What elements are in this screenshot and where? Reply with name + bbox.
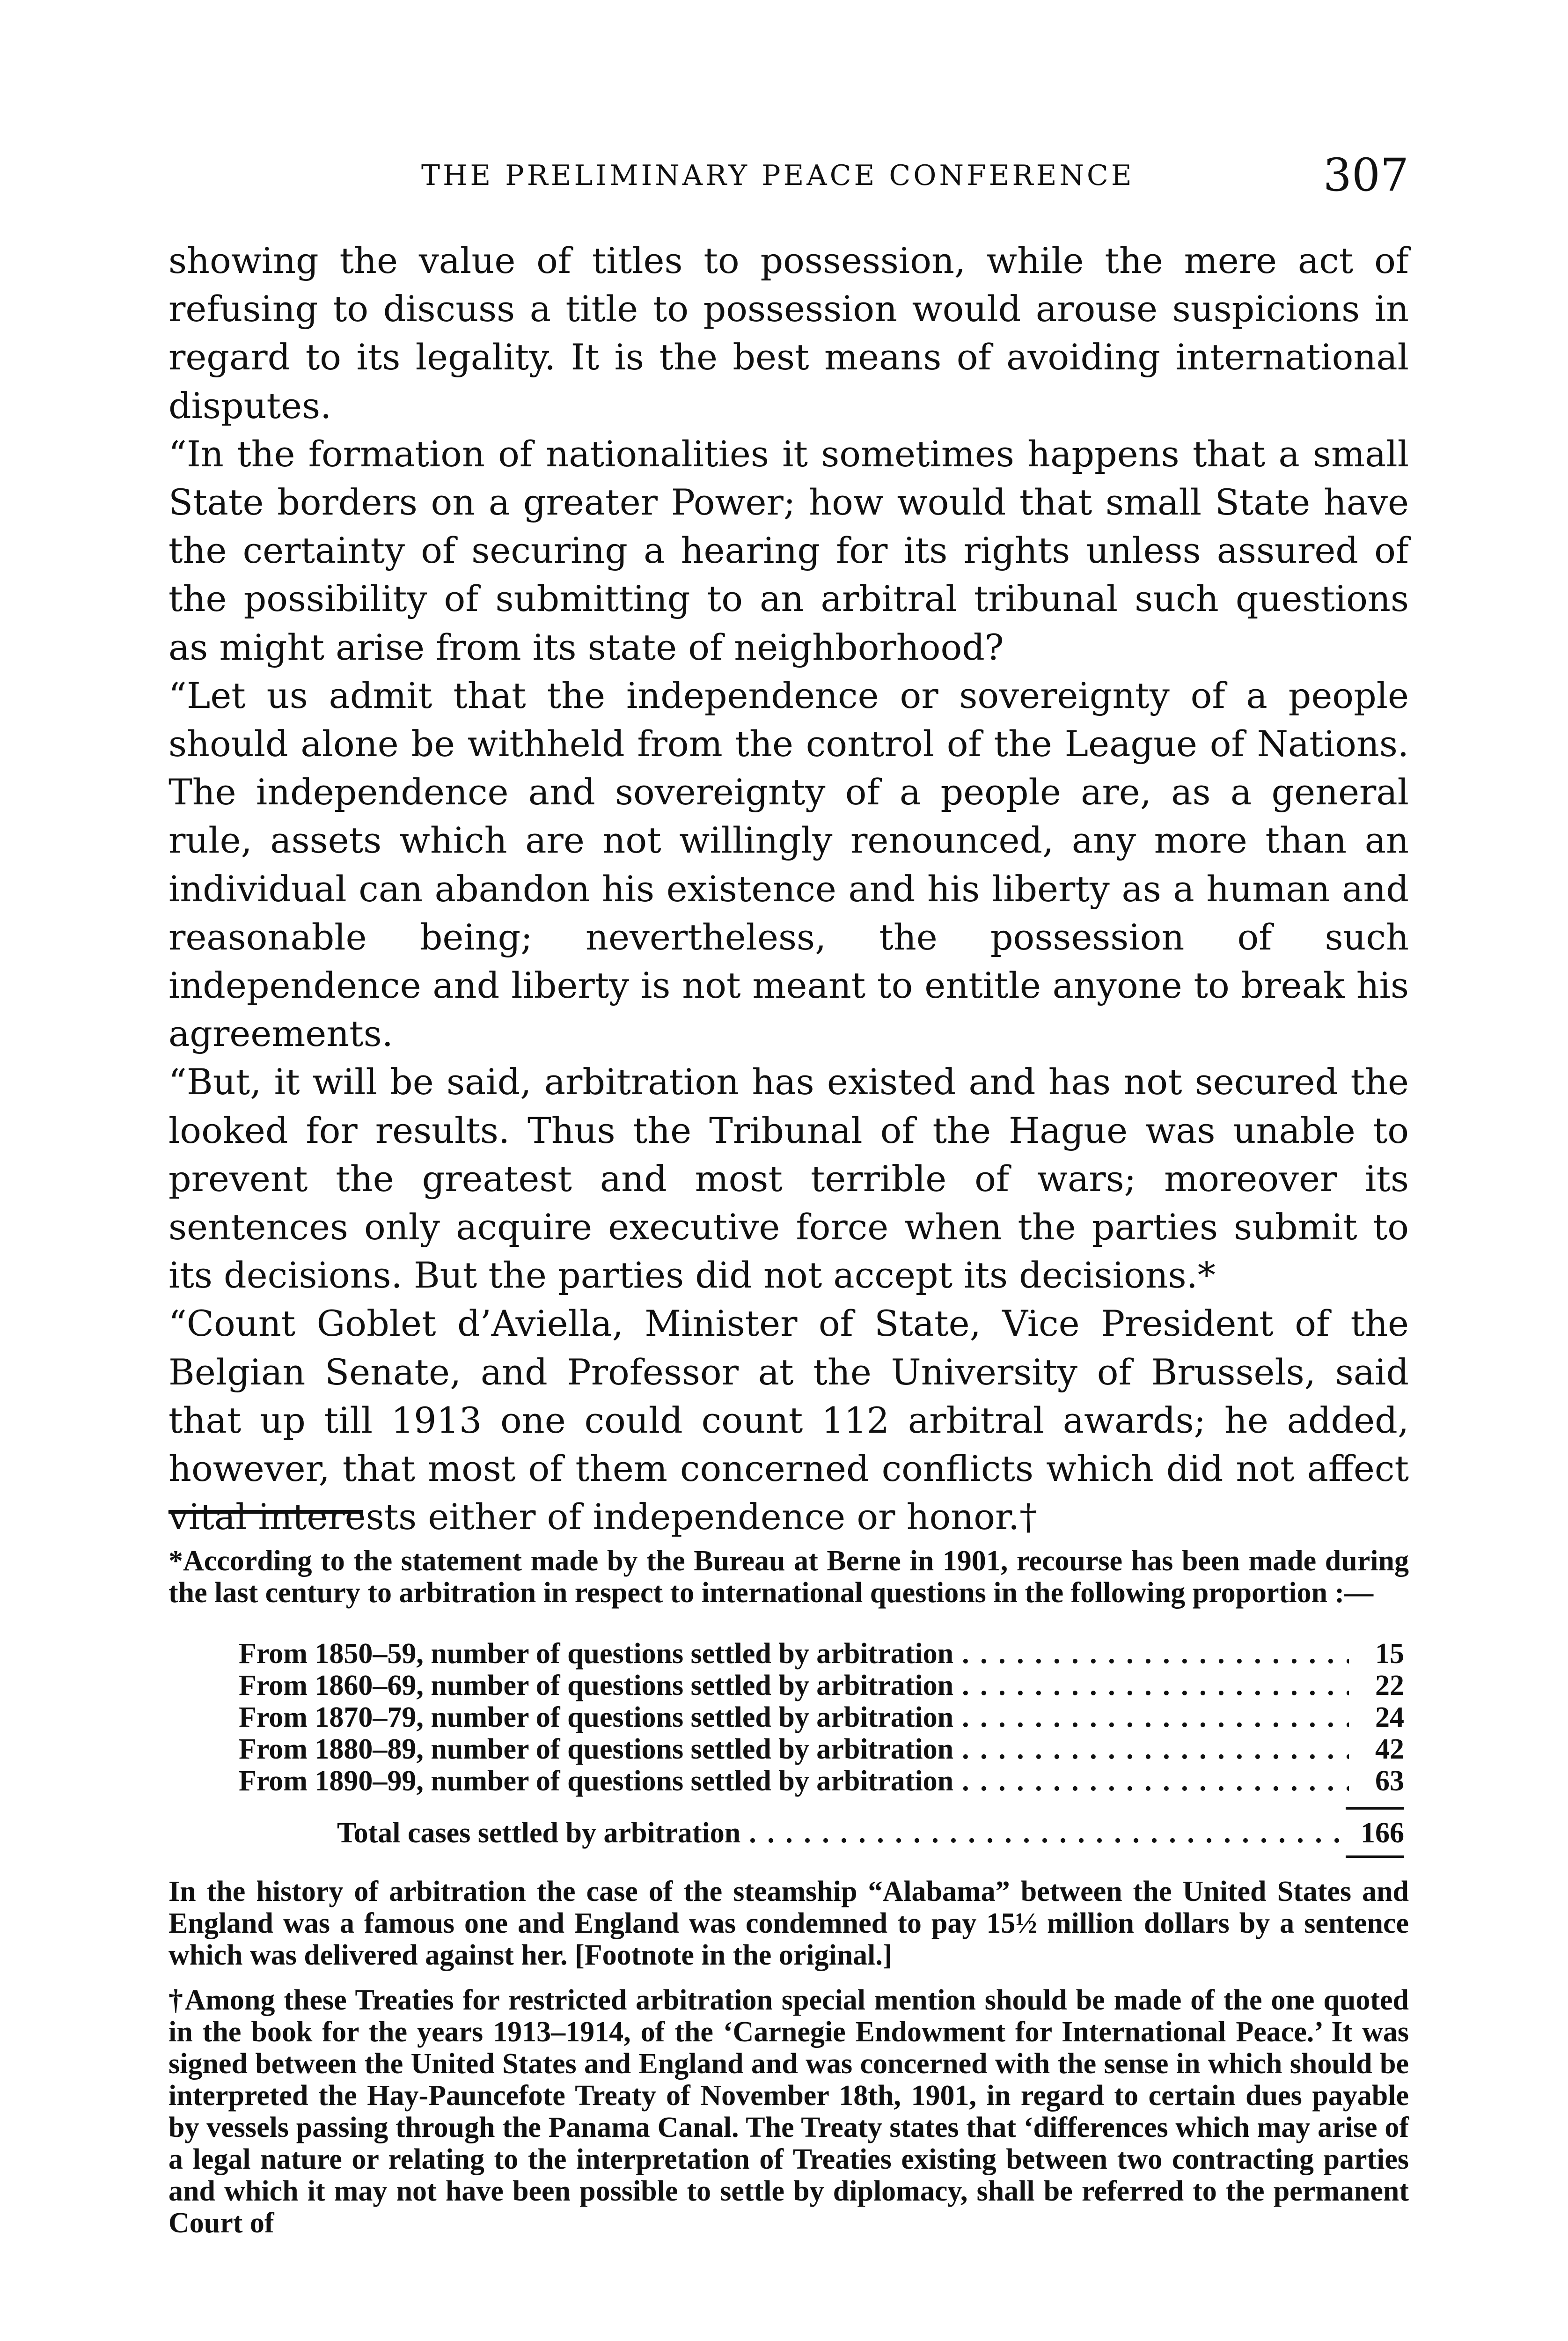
dot-leader [962, 1733, 1349, 1765]
stats-row [239, 1638, 1404, 1670]
footnote-alabama: In the history of arbitration the case of the steamship “Alabama” between the United States and England was a famous one and England was condemned to pay 15½ million dollars by a sentence which was delivered against her. [Footnote in the original.] [169, 1876, 1409, 1971]
stats-row [239, 1765, 1404, 1797]
stats-row-label: From 1860–69, number of questions settled by arbitration [239, 1670, 954, 1701]
dot-leader [749, 1817, 1349, 1849]
stats-row-label: From 1850–59, number of questions settled by arbitration [239, 1638, 954, 1670]
footnote-separator [169, 1510, 363, 1514]
body-paragraph: “Let us admit that the independence or sovereignty of a people should alone be withheld from the control of the League of Nations. The independence and sovereignty of a people are, as a general rule, assets which are not willingly renounced, any more than an individual can abandon his existence and his liberty as a human and reasonable being; nevertheless, the possession of such independence and liberty is not meant to entitle anyone to break his agreements. [169, 674, 1409, 1055]
stats-row-count: 24 [1375, 1701, 1404, 1733]
total-label: Total cases settled by arbitration [337, 1817, 741, 1849]
total-count: 166 [1361, 1817, 1404, 1849]
total-rule-bottom [1346, 1855, 1404, 1858]
stats-row [239, 1733, 1404, 1765]
dot-leader [962, 1670, 1349, 1701]
footnotes [169, 1545, 1409, 2239]
stats-row-count: 22 [1375, 1670, 1404, 1701]
total-row [337, 1817, 1404, 1849]
running-head [169, 149, 1409, 205]
body-paragraph: “But, it will be said, arbitration has existed and has not secured the looked for results. Thus the Tribunal of the Hague was unable to prevent the greatest and most terrible of wars; moreover its sentences only acquire executive force when the parties submit to its decisions. But the parties did not accept its decisions.* [169, 1061, 1409, 1296]
stats-row-label: From 1890–99, number of questions settled by arbitration [239, 1765, 954, 1797]
arbitration-stats-table [239, 1638, 1404, 1858]
running-title: THE PRELIMINARY PEACE CONFERENCE [421, 159, 1135, 192]
total-rule-top [1346, 1807, 1404, 1810]
stats-row-label: From 1880–89, number of questions settled by arbitration [239, 1733, 954, 1765]
body-paragraph: “Count Goblet d’Aviella, Minister of State, Vice President of the Belgian Senate, and Professor at the University of Brussels, said that up till 1913 one could count 112 arbitral awards; he added, however, that most of them concerned conflicts which did not affect vital interests either of independence or honor.† [169, 1303, 1409, 1538]
stats-row-label: From 1870–79, number of questions settled by arbitration [239, 1701, 954, 1733]
dot-leader [962, 1701, 1349, 1733]
body-paragraph: “In the formation of nationalities it sometimes happens that a small State borders on a greater Power; how would that small State have the certainty of securing a hearing for its rights unless assured of the possibility of submitting to an arbitral tribunal such questions as might arise from its state of neighborhood? [169, 433, 1409, 668]
stats-row [239, 1701, 1404, 1733]
stats-row [239, 1670, 1404, 1701]
stats-row-count: 63 [1375, 1765, 1404, 1797]
footnote-asterisk-intro: *According to the statement made by the Bureau at Berne in 1901, recourse has been made during the last century to arbitration in respect to international questions in the following proportion :— [169, 1545, 1409, 1609]
dot-leader [962, 1638, 1349, 1670]
stats-row-count: 15 [1375, 1638, 1404, 1670]
page-number: 307 [1323, 149, 1409, 201]
stats-row-count: 42 [1375, 1733, 1404, 1765]
footnote-dagger: †Among these Treaties for restricted arbitration special mention should be made of the one quoted in the book for the years 1913–1914, of the ‘Carnegie Endowment for International Peace.’ It was signed between the United States and England and was concerned with the sense in which should be interpreted the Hay-Pauncefote Treaty of November 18th, 1901, in regard to certain dues payable by vessels passing through the Panama Canal. The Treaty states that ‘differences which may arise of a legal nature or relating to the interpretation of Treaties existing between two contracting parties and which it may not have been possible to settle by diplomacy, shall be referred to the permanent Court of [169, 1984, 1409, 2239]
dot-leader [962, 1765, 1349, 1797]
body-text [169, 236, 1409, 1541]
body-paragraph: showing the value of titles to possession, while the mere act of refusing to discuss a title to possession would arouse suspicions in regard to its legality. It is the best means of avoiding international disputes. [169, 240, 1409, 427]
